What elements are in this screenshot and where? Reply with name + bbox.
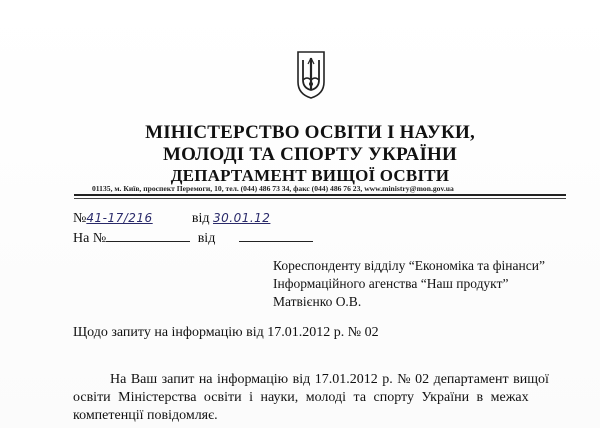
header-divider-thin: [74, 198, 566, 199]
department-name: ДЕПАРТАМЕНТ ВИЩОЇ ОСВІТИ: [170, 166, 450, 185]
header-divider-thick: [74, 194, 566, 196]
reference-label: На №: [73, 231, 107, 246]
reference-date-blank: [239, 229, 313, 242]
reference-number-blank: [106, 229, 190, 242]
addressee-line2: Інформаційного агенства “Наш продукт”: [273, 276, 509, 291]
ministry-name-line2: МОЛОДІ ТА СПОРТУ УКРАЇНИ: [162, 144, 458, 165]
addressee-name: Матвієнко О.В.: [273, 294, 362, 309]
coat-of-arms-trident-icon: [296, 50, 326, 100]
number-label: №: [73, 211, 87, 226]
handwritten-reg-number: 41-17/216: [86, 211, 153, 225]
addressee-line1: Кореспонденту відділу “Економіка та фінанси”: [273, 258, 545, 273]
letter-subject: Щодо запиту на інформацію від 17.01.2012 р. № 02: [73, 325, 379, 340]
handwritten-reg-date: 30.01.12: [212, 211, 271, 225]
date-label: від: [191, 211, 210, 226]
body-line-3: компетенції повідомляє.: [73, 408, 218, 423]
incoming-reference-row: [73, 229, 313, 247]
body-line-1: На Ваш запит на інформацію від 17.01.2012 р. № 02 департамент вищої: [110, 372, 549, 387]
ministry-address: 01135, м. Київ, проспект Перемоги, 10, тел. (044) 486 73 34, факс (044) 486 76 23, www.ministry@mon.gov.ua: [92, 184, 454, 193]
outgoing-registration-row: [73, 211, 283, 227]
ministry-name-line1: МІНІСТЕРСТВО ОСВІТИ І НАУКИ,: [145, 122, 475, 143]
reference-date-label: від: [197, 231, 216, 246]
body-line-2: освіти Міністерства освіти і науки, молоді та спорту України в межах: [73, 390, 529, 405]
